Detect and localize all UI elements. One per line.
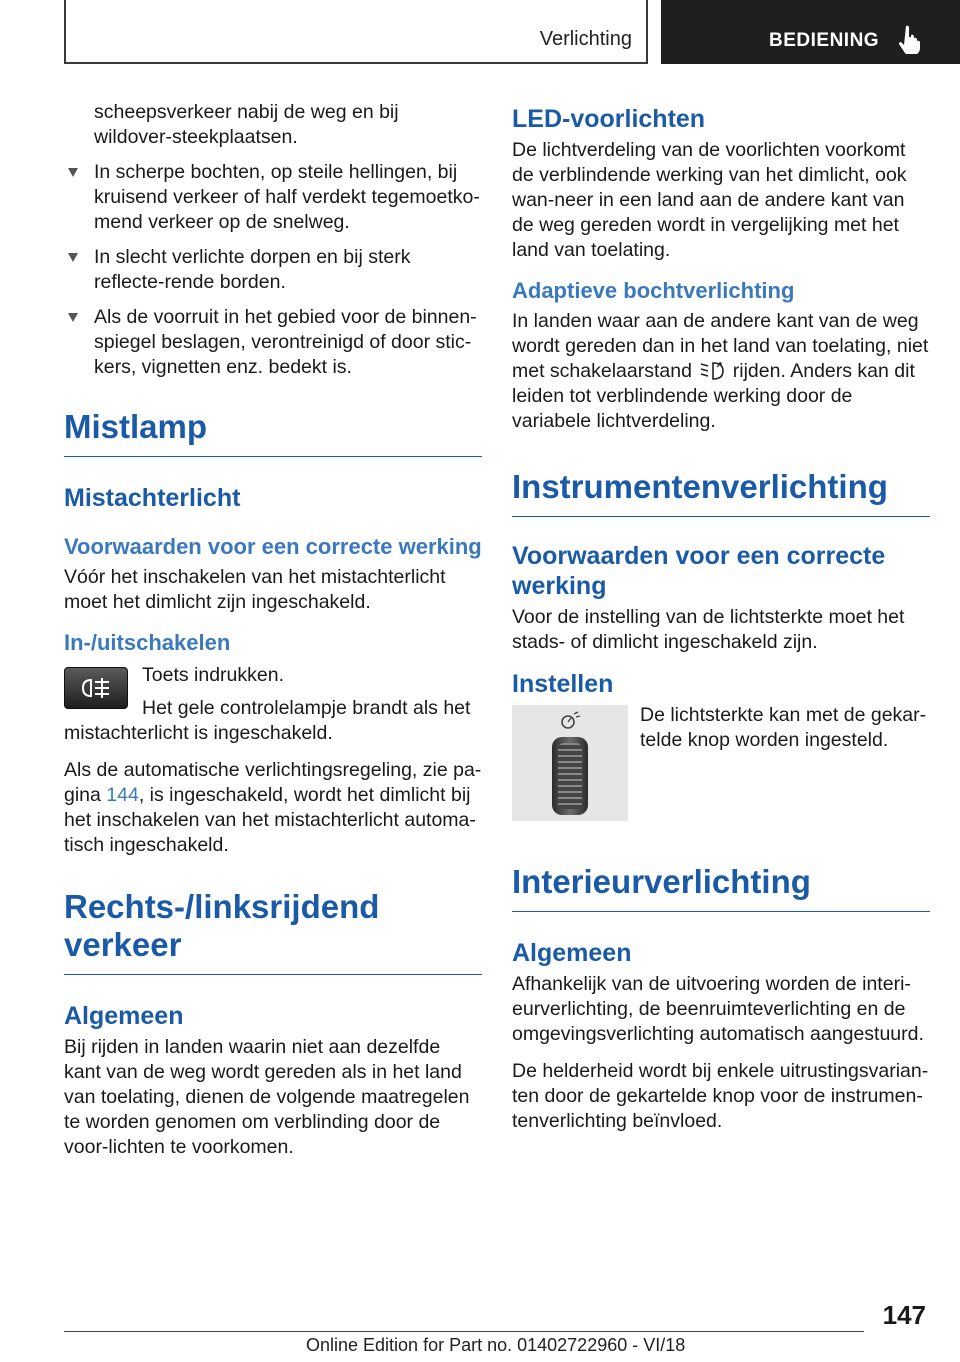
footer-divider	[64, 1331, 864, 1332]
heading-led-voorlichten: LED-voorlichten	[512, 105, 706, 133]
bullet-triangle-icon	[68, 313, 78, 322]
heading-algemeen-left: Algemeen	[64, 1002, 184, 1030]
rear-fog-light-icon	[81, 676, 113, 700]
header-chapter-label: BEDIENING	[769, 30, 880, 51]
paragraph-toets: Toets indrukken.	[142, 664, 284, 686]
paragraph-automatisch: Als de automatische verlichtingsregeling, zie pa-gina 144, is ingeschakeld, wordt het dimlicht bij het inschakelen van het mistachterlicht automa-tisch ingeschakeld.	[64, 759, 482, 856]
bullet-triangle-icon	[68, 168, 78, 177]
headlight-switch-position-icon	[697, 360, 727, 380]
heading-adaptieve-bochtverlichting: Adaptieve bochtverlichting	[512, 278, 795, 303]
page-number: 147	[882, 1300, 926, 1330]
header-chapter-tab	[661, 0, 960, 64]
list-item: In slecht verlichte dorpen en bij sterk reflecte-rende borden.	[64, 245, 482, 295]
heading-instrumentenverlichting: Instrumentenverlichting	[512, 468, 930, 517]
pointing-hand-icon	[897, 24, 923, 54]
continued-text: scheepsverkeer nabij de weg en bij wildover-steekplaatsen.	[94, 101, 399, 148]
heading-instellen: Instellen	[512, 670, 614, 698]
paragraph-led: De lichtverdeling van de voorlichten voorkomt de verblindende werking van het dimlicht, ook wan-neer in een land aan de andere kant van de weg gereden wordt in vergelijking met het land van toelating.	[512, 139, 907, 261]
left-column	[64, 90, 482, 1160]
heading-in-uitschakelen: In-/uitschakelen	[64, 630, 231, 655]
paragraph-adaptief: In landen waar aan de andere kant van de weg wordt gereden dan in het land van toelating, niet met schakelaarstand rijden. Anders kan dit leiden tot verblindende werking door de variabele lichtverdeling.	[512, 310, 929, 432]
heading-mistachterlicht: Mistachterlicht	[64, 484, 241, 512]
bullet-list	[64, 160, 482, 380]
list-item: In scherpe bochten, op steile hellingen, bij kruisend verkeer of half verdekt tegemoetko-mend verkeer op de snelweg.	[64, 160, 482, 235]
heading-mistlamp: Mistlamp	[64, 408, 482, 457]
paragraph-algemeen-right-2: De helderheid wordt bij enkele uitrustingsvarian-ten door de gekartelde knop voor de instrumen-tenverlichting beïnvloed.	[512, 1060, 929, 1132]
page-reference-link[interactable]: 144	[106, 784, 139, 806]
heading-algemeen-right: Algemeen	[512, 939, 632, 967]
knurled-knob	[552, 737, 588, 815]
header-section-title: Verlichting	[539, 28, 632, 50]
heading-voorwaarden-right: Voorwaarden voor een correcte werking	[512, 542, 886, 600]
paragraph-voorwaarden: Vóór het inschakelen van het mistachterlicht moet het dimlicht zijn ingeschakeld.	[64, 566, 446, 613]
right-column	[512, 90, 930, 1134]
bullet-triangle-icon	[68, 253, 78, 262]
paragraph-algemeen-left: Bij rijden in landen waarin niet aan dezelfde kant van de weg wordt gereden als in het land van toelating, dienen de volgende maatregelen te worden genomen om verblinding door de voor-lichten te voorkomen.	[64, 1036, 470, 1158]
paragraph-voorwaarden-right: Voor de instelling van de lichtsterkte moet het stads- of dimlicht ingeschakeld zijn.	[512, 606, 905, 653]
paragraph-gele-lampje: Het gele controlelampje brandt als het mistachterlicht is ingeschakeld.	[64, 697, 471, 744]
paragraph-algemeen-right-1: Afhankelijk van de uitvoering worden de interi-eurverlichting, de beenruimteverlichting en de omgevingsverlichting automatisch aangestuurd.	[512, 973, 924, 1045]
dimmer-knob-image	[512, 705, 628, 821]
header-section-box	[64, 0, 648, 64]
heading-rechts-linksrijdend: Rechts-/linksrijdend verkeer	[64, 888, 482, 975]
edition-text: Online Edition for Part no. 01402722960 - VI/18	[306, 1335, 686, 1355]
heading-interieurverlichting: Interieurverlichting	[512, 863, 930, 912]
list-item: Als de voorruit in het gebied voor de binnen-spiegel beslagen, verontreinigd of door stic-kers, vignetten enz. bedekt is.	[64, 305, 482, 380]
heading-voorwaarden: Voorwaarden voor een correcte werking	[64, 534, 482, 559]
instrument-lighting-icon	[558, 711, 582, 731]
paragraph-instellen: De lichtsterkte kan met de gekar-telde knop worden ingesteld.	[640, 704, 927, 751]
rear-fog-light-button-image	[64, 667, 128, 709]
